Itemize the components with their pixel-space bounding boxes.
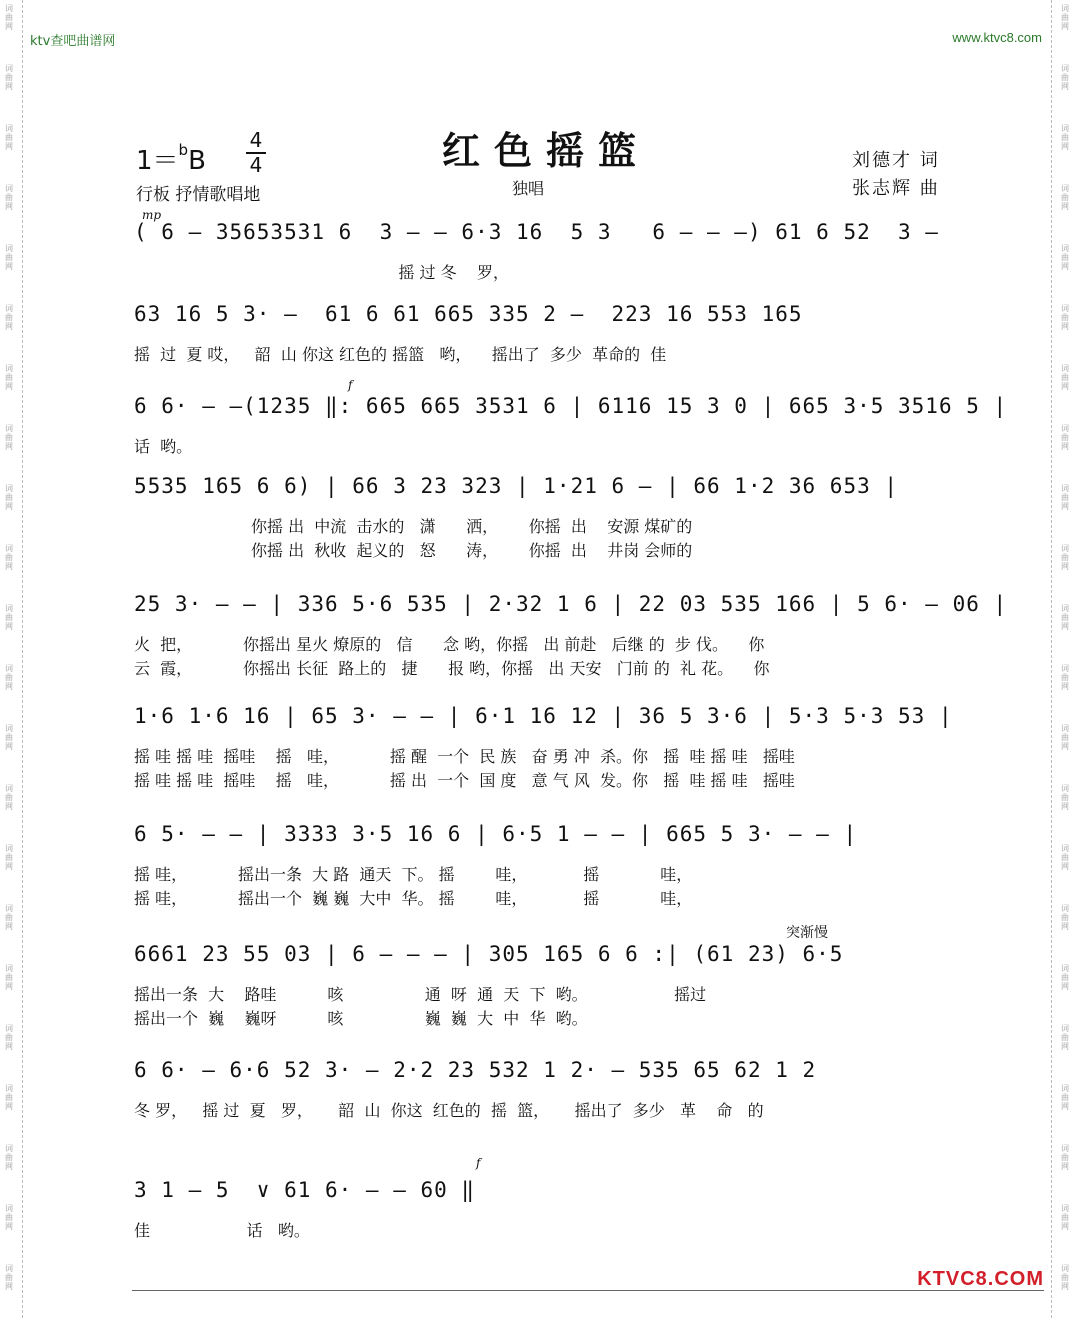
notation-row: 5535 165 6 6) | 66 3 23 323 | 1·21 6 — | 66 1·2 36 653 |	[134, 474, 899, 498]
watermark-text: 词 曲 网	[5, 724, 13, 751]
watermark-text: 词 曲 网	[1061, 664, 1069, 691]
watermark-text: 词 曲 网	[1061, 724, 1069, 751]
key-prefix: 1＝	[136, 146, 179, 176]
lyric-line: 火 把， 你摇出 星火 燎原的 信 念 哟，你摇 出 前赴 后继 的 步 伐。 你	[134, 635, 765, 654]
watermark-text: 词 曲 网	[5, 664, 13, 691]
lyric-line: 佳 话 哟。	[134, 1221, 310, 1240]
watermark-text: 词 曲 网	[1061, 424, 1069, 451]
watermark-text: 词 曲 网	[1061, 4, 1069, 31]
right-watermark-strip	[1051, 0, 1074, 1318]
key-signature	[136, 140, 206, 177]
watermark-text: 词 曲 网	[1061, 604, 1069, 631]
lyric-line: 摇出一个 巍 巍呀 咳 巍 巍 大 中 华 哟。	[134, 1009, 588, 1028]
watermark-text: 词 曲 网	[5, 1144, 13, 1171]
lyric-line: 摇 过 夏 哎， 韶 山 你这 红色的 摇篮 哟， 摇出了 多少 革命的 佳	[134, 345, 667, 364]
watermark-text: 词 曲 网	[5, 1084, 13, 1111]
voice-marking: 独唱	[512, 179, 545, 198]
watermark-text: 词 曲 网	[5, 364, 13, 391]
bottom-rule	[132, 1290, 1044, 1291]
lyric-line: 冬 罗， 摇 过 夏 罗， 韶 山 你这 红色的 摇 篮， 摇出了 多少 革 命 的	[134, 1101, 764, 1120]
notation-row: 1·6 1·6 16 | 65 3· — — | 6·1 16 12 | 36 5 3·6 | 5·3 5·3 53 |	[134, 704, 953, 728]
watermark-text: 词 曲 网	[1061, 784, 1069, 811]
watermark-text: 词 曲 网	[5, 1024, 13, 1051]
lyric-line: 摇 过 冬 罗，	[134, 263, 509, 282]
watermark-text: 词 曲 网	[1061, 364, 1069, 391]
tempo-marking: 行板 抒情歌唱地	[136, 185, 261, 205]
notation-row: 3 1 — 5 ∨ 61 6· — — 60 ‖	[134, 1178, 476, 1202]
watermark-text: 词 曲 网	[1061, 1204, 1069, 1231]
watermark-text: 词 曲 网	[5, 784, 13, 811]
watermark-text: 词 曲 网	[1061, 1084, 1069, 1111]
key-flat: b	[178, 141, 189, 160]
lyric-line: 你摇 出 秋收 起义的 怒 涛， 你摇 出 井岗 会师的	[134, 541, 693, 560]
watermark-text: 词 曲 网	[5, 244, 13, 271]
watermark-text: 词 曲 网	[1061, 904, 1069, 931]
watermark-text: 词 曲 网	[5, 544, 13, 571]
lyric-line: 摇 哇， 摇出一个 巍 巍 大中 华。 摇 哇， 摇 哇，	[134, 889, 693, 908]
dynamic-mp: mp	[142, 208, 162, 222]
watermark-text: 词 曲 网	[5, 184, 13, 211]
time-bottom: 4	[249, 153, 263, 177]
watermark-text: 词 曲 网	[5, 64, 13, 91]
watermark-text: 词 曲 网	[5, 844, 13, 871]
left-watermark-strip	[0, 0, 23, 1318]
lyric-line: 摇 哇 摇 哇 摇哇 摇 哇， 摇 醒 一个 民 族 奋 勇 冲 杀。你 摇 哇 摇 哇 摇哇	[134, 747, 795, 766]
watermark-text: 词 曲 网	[1061, 844, 1069, 871]
watermark-text: 词 曲 网	[5, 304, 13, 331]
site-name-left[interactable]: ktv查吧曲谱网	[30, 34, 116, 49]
site-logo[interactable]: KTVC8.COM	[917, 1268, 1044, 1290]
key-note: B	[188, 146, 206, 176]
watermark-text: 词 曲 网	[1061, 304, 1069, 331]
watermark-text: 词 曲 网	[5, 484, 13, 511]
watermark-text: 词 曲 网	[5, 904, 13, 931]
lyric-line: 你摇 出 中流 击水的 潇 洒， 你摇 出 安源 煤矿的	[134, 517, 693, 536]
notation-row: 25 3· — — | 336 5·6 535 | 2·32 1 6 | 22 03 535 166 | 5 6· — 06 |	[134, 592, 1008, 616]
watermark-text: 词 曲 网	[5, 1264, 13, 1291]
lyric-line: 摇出一条 大 路哇 咳 通 呀 通 天 下 哟。 摇过	[134, 985, 707, 1004]
notation-row: ( 6 — 35653531 6 3 — — 6·3 16 5 3 6 — — —) 61 6 52 3 —	[134, 220, 939, 244]
lyric-line: 云 霞， 你摇出 长征 路上的 捷 报 哟，你摇 出 天安 门前 的 礼 花。 你	[134, 659, 770, 678]
watermark-text: 词 曲 网	[1061, 244, 1069, 271]
watermark-text: 词 曲 网	[5, 964, 13, 991]
watermark-text: 词 曲 网	[5, 604, 13, 631]
notation-row: 6 6· — —(1235 ‖: 665 665 3531 6 | 6116 15 3 0 | 665 3·5 3516 5 |	[134, 394, 1008, 418]
site-url-right[interactable]: www.ktvc8.com	[952, 30, 1042, 45]
watermark-text: 词 曲 网	[1061, 1264, 1069, 1291]
watermark-text: 词 曲 网	[1061, 184, 1069, 211]
dynamic-f: f	[348, 378, 353, 392]
watermark-text: 词 曲 网	[1061, 964, 1069, 991]
time-signature	[246, 130, 266, 176]
notation-row: 63 16 5 3· — 61 6 61 665 335 2 — 223 16 553 165	[134, 302, 803, 326]
watermark-text: 词 曲 网	[5, 1204, 13, 1231]
ritardando-marking: 突渐慢	[786, 925, 828, 941]
watermark-text: 词 曲 网	[1061, 64, 1069, 91]
watermark-text: 词 曲 网	[1061, 1144, 1069, 1171]
lyric-line: 摇 哇， 摇出一条 大 路 通天 下。 摇 哇， 摇 哇，	[134, 865, 693, 884]
watermark-text: 词 曲 网	[5, 4, 13, 31]
notation-row: 6661 23 55 03 | 6 — — — | 305 165 6 6 :| (61 23) 6·5	[134, 942, 844, 966]
watermark-text: 词 曲 网	[1061, 124, 1069, 151]
watermark-text: 词 曲 网	[5, 424, 13, 451]
notation-row: 6 5· — — | 3333 3·5 16 6 | 6·5 1 — — | 665 5 3· — — |	[134, 822, 858, 846]
watermark-text: 词 曲 网	[1061, 544, 1069, 571]
watermark-text: 词 曲 网	[5, 124, 13, 151]
song-title: 红色摇篮	[442, 128, 651, 173]
watermark-text: 词 曲 网	[1061, 1024, 1069, 1051]
lyric-line: 话 哟。	[134, 437, 193, 456]
notation-row: 6 6· — 6·6 52 3· — 2·2 23 532 1 2· — 535 65 62 1 2	[134, 1058, 817, 1082]
lyricist-credit: 刘德才 词	[852, 150, 940, 171]
time-top: 4	[249, 128, 263, 152]
lyric-line: 摇 哇 摇 哇 摇哇 摇 哇， 摇 出 一个 国 度 意 气 风 发。你 摇 哇 摇 哇 摇哇	[134, 771, 795, 790]
watermark-text: 词 曲 网	[1061, 484, 1069, 511]
dynamic-f-end: f	[476, 1156, 481, 1170]
composer-credit: 张志辉 曲	[852, 178, 940, 199]
